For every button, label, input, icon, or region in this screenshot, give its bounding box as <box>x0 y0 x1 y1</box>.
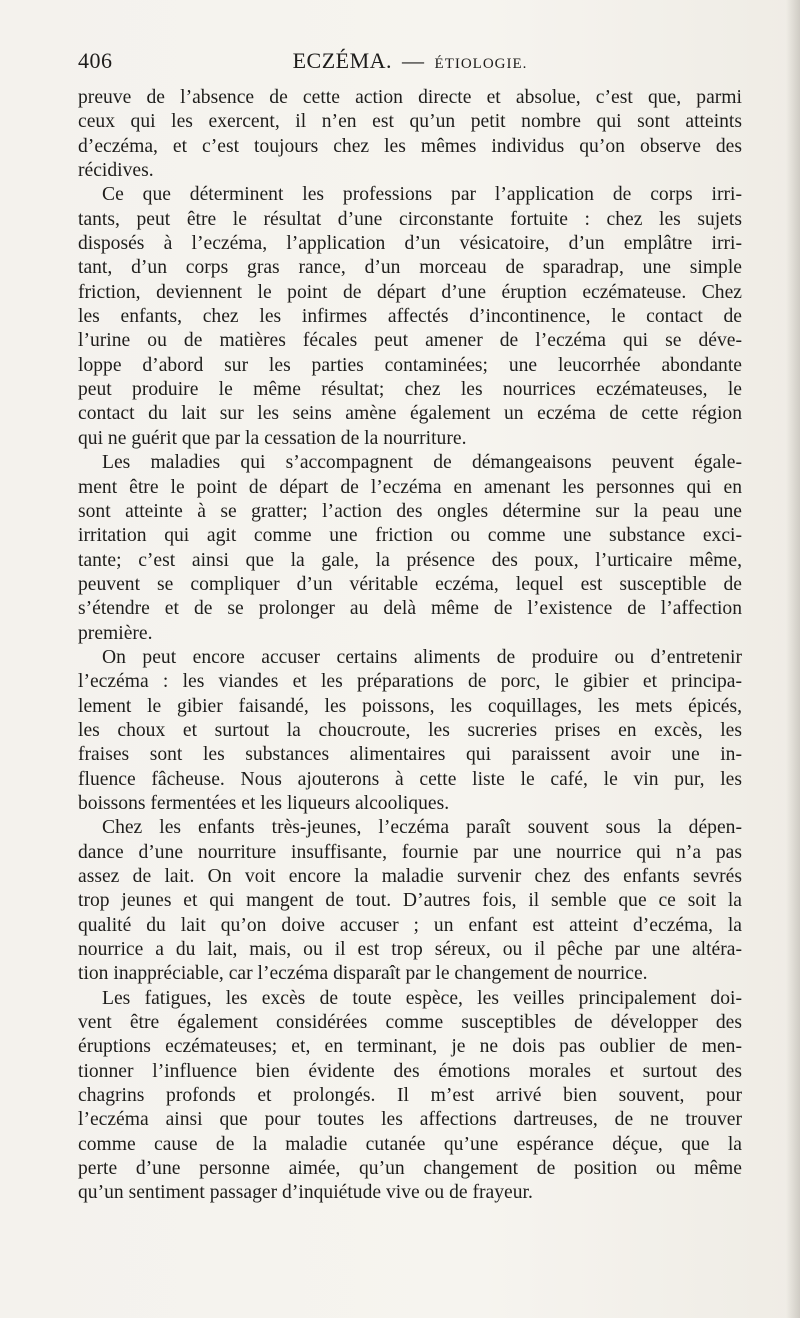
text-line: tant, d’un corps gras rance, d’un morceau de sparadrap, une simple <box>78 257 742 279</box>
text-line: Les fatigues, les excès de toute espèce, les veilles principalement doi- <box>102 987 742 1009</box>
title-separator: — <box>402 48 425 73</box>
text-line: fraises sont les substances alimentaires qui paraissent avoir une in- <box>78 744 742 766</box>
text-line: tante; c’est ainsi que la gale, la présence des poux, l’urticaire même, <box>78 549 742 571</box>
text-line: d’eczéma, et c’est toujours chez les mêmes individus qu’on observe des <box>78 135 742 157</box>
text-line: les choux et surtout la choucroute, les sucreries prises en excès, les <box>78 719 742 741</box>
page-edge-shadow <box>786 0 800 1318</box>
text-line: Les maladies qui s’accompagnent de démangeaisons peuvent égale- <box>102 452 742 474</box>
text-line: tion inappréciable, car l’eczéma disparaît par le changement de nourrice. <box>78 963 648 985</box>
text-line: dance d’une nourriture insuffisante, fournie par une nourrice qui n’a pas <box>78 841 742 863</box>
chapter-title: ECZÉMA. <box>292 48 393 73</box>
text-line: tants, peut être le résultat d’une circonstante fortuite : chez les sujets <box>78 208 742 230</box>
text-line: Ce que déterminent les professions par l’application de corps irri- <box>102 184 742 206</box>
text-line: lement le gibier faisandé, les poissons, les coquillages, les mets épicés, <box>78 695 742 717</box>
text-line: preuve de l’absence de cette action directe et absolue, c’est que, parmi <box>78 87 742 108</box>
text-line: qu’un sentiment passager d’inquiétude vive ou de frayeur. <box>78 1182 533 1204</box>
text-line: ment être le point de départ de l’eczéma en amenant les personnes qui en <box>78 476 742 498</box>
text-line: disposés à l’eczéma, l’application d’un vésicatoire, d’un emplâtre irri- <box>78 233 742 255</box>
running-title <box>78 48 742 74</box>
text-line: fluence fâcheuse. Nous ajouterons à cette liste le café, le vin pur, les <box>78 768 742 790</box>
text-line: nourrice a du lait, mais, ou il est trop séreux, ou il pêche par une altéra- <box>78 939 742 961</box>
text-line: éruptions eczémateuses; et, en terminant, je ne dois pas oublier de men- <box>78 1036 742 1058</box>
running-head <box>78 48 742 78</box>
text-line: récidives. <box>78 160 154 182</box>
text-line: sont atteinte à se gratter; l’action des ongles détermine sur la peau une <box>78 500 742 522</box>
text-line: l’urine ou de matières fécales peut amener de l’eczéma qui se déve- <box>78 330 742 352</box>
text-line: trop jeunes et qui mangent de tout. D’autres fois, il semble que ce soit la <box>78 890 742 912</box>
text-line: s’étendre et de se prolonger au delà même de l’existence de l’affection <box>78 598 742 620</box>
text-line: On peut encore accuser certains aliments de produire ou d’entretenir <box>102 646 742 668</box>
text-line: vent être également considérées comme susceptibles de développer des <box>78 1012 742 1034</box>
text-line: comme cause de la maladie cutanée qu’une espérance déçue, que la <box>78 1133 742 1155</box>
section-subtitle: ÉTIOLOGIE. <box>434 56 528 72</box>
text-line: irritation qui agit comme une friction ou comme une substance exci- <box>78 525 742 547</box>
text-line: qui ne guérit que par la cessation de la nourriture. <box>78 427 467 449</box>
text-line: loppe d’abord sur les parties contaminées; une leucorrhée abondante <box>78 354 742 376</box>
text-line: l’eczéma : les viandes et les préparations de porc, le gibier et principa- <box>78 671 742 693</box>
text-line: perte d’une personne aimée, qu’un changement de position ou même <box>78 1158 742 1180</box>
text-line: contact du lait sur les seins amène également un eczéma de cette région <box>78 403 742 425</box>
text-line: friction, deviennent le point de départ d’une éruption eczémateuse. Chez <box>78 281 742 303</box>
body-text <box>78 86 742 1206</box>
text-line: chagrins profonds et prolongés. Il m’est arrivé bien souvent, pour <box>78 1085 742 1107</box>
text-line: boissons fermentées et les liqueurs alcooliques. <box>78 792 450 814</box>
text-line: assez de lait. On voit encore la maladie survenir chez des enfants sevrés <box>78 866 742 887</box>
page-number: 406 <box>78 48 113 73</box>
text-line: tionner l’influence bien évidente des émotions morales et surtout des <box>78 1060 742 1082</box>
text-line: peut produire le même résultat; chez les nourrices eczémateuses, le <box>78 379 742 401</box>
text-line: première. <box>78 622 153 644</box>
text-line: les enfants, chez les infirmes affectés d’incontinence, le contact de <box>78 306 742 328</box>
text-line: peuvent se compliquer d’un véritable eczéma, lequel est susceptible de <box>78 573 742 595</box>
text-line: Chez les enfants très-jeunes, l’eczéma paraît souvent sous la dépen- <box>102 817 742 839</box>
text-line: ceux qui les exercent, il n’en est qu’un petit nombre qui sont atteints <box>78 111 742 133</box>
text-line: l’eczéma ainsi que pour toutes les affections dartreuses, de ne trouver <box>78 1109 742 1131</box>
text-line: qualité du lait qu’on doive accuser ; un enfant est atteint d’eczéma, la <box>78 914 742 936</box>
